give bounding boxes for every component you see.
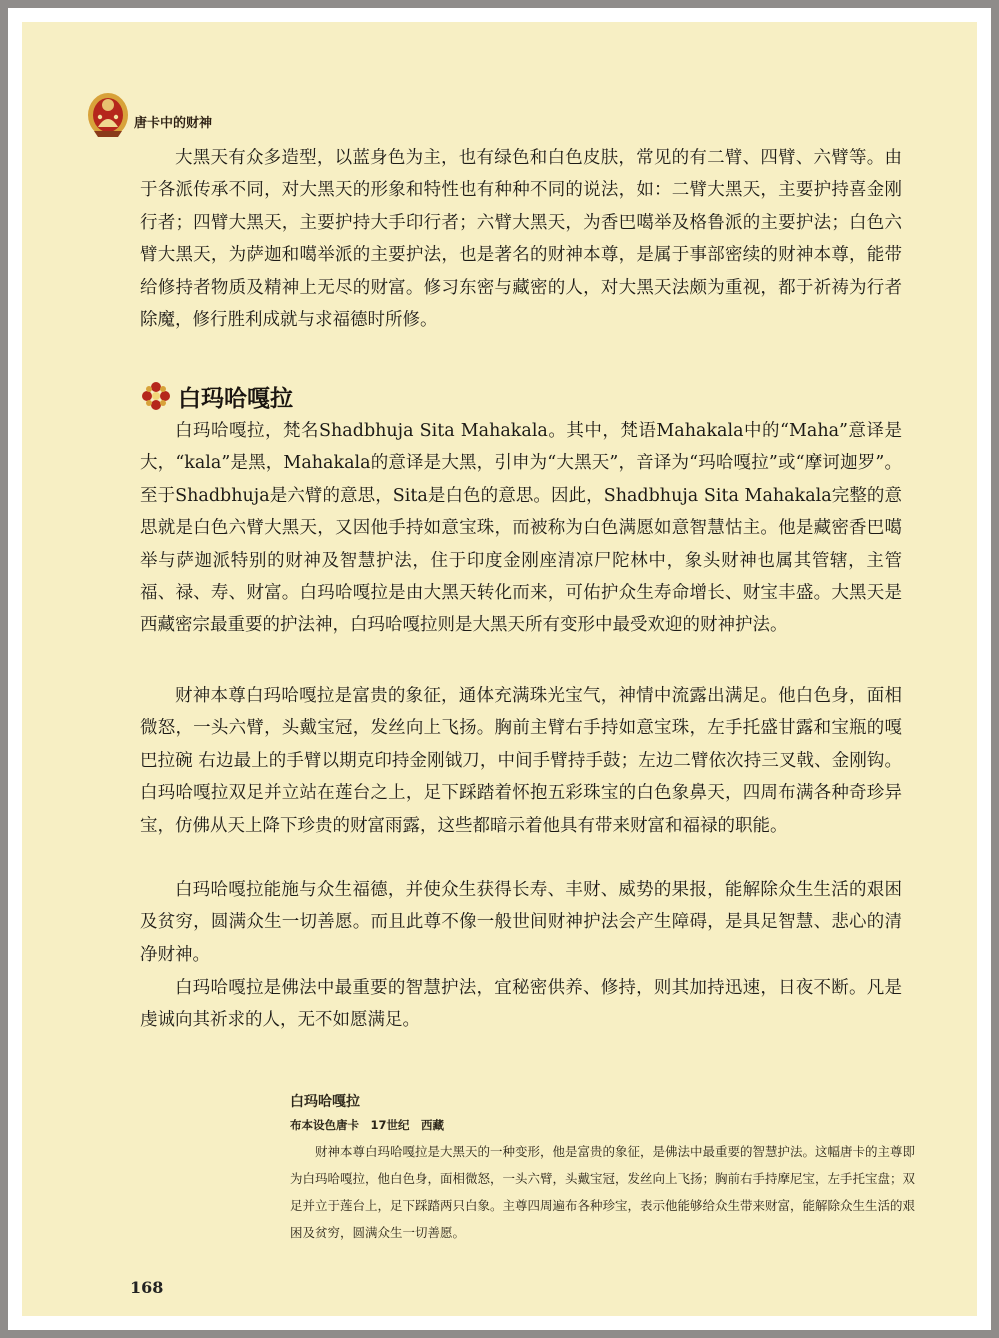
page-frame (8, 8, 991, 1330)
caption-title: 白玛哈嘎拉 (290, 1094, 360, 1110)
section-title: 白玛哈嘎拉 (178, 385, 293, 412)
body-paragraph: 白玛哈嘎拉是佛法中最重要的智慧护法，宜秘密供养、修持，则其加持迅速，日夜不断。凡是虔诚向其祈求的人，无不如愿满足。 (140, 978, 902, 1031)
flower-bullet-icon (140, 380, 172, 412)
body-paragraph: 白玛哈嘎拉，梵名Shadbhuja Sita Mahakala。其中，梵语Mahakala中的“Maha”意译是大，“kala”是黑，Mahakala的意译是大黑，引申为“大黑天”，音译为“玛哈嘎拉”或“摩诃迦罗”。至于Shadbhuja是六臂的意思，Sita是白色的意思。因此，Shadbhuja Sita Mahakala完整的意思就是白色六臂大黑天，又因他手持如意宝珠，而被称为白色满愿如意智慧怙主。他是藏密香巴噶举与萨迦派特别的财神及智慧护法，住于印度金刚座清凉尸陀林中，象头财神也属其管辖，主管福、禄、寿、财富。白玛哈嘎拉是由大黑天转化而来，可佑护众生寿命增长、财宝丰盛。大黑天是西藏密宗最重要的护法神，白玛哈嘎拉则是大黑天所有变形中最受欢迎的财神护法。 (140, 421, 902, 636)
deity-thumbnail-icon (86, 87, 130, 139)
running-header (86, 86, 212, 140)
page-number: 168 (130, 1278, 164, 1297)
caption-subtitle: 布本设色唐卡 17世纪 西藏 (290, 1118, 445, 1132)
image-caption (290, 1090, 930, 1246)
book-page (22, 22, 977, 1316)
body-paragraph: 白玛哈嘎拉能施与众生福德，并使众生获得长寿、丰财、威势的果报，能解除众生生活的艰困及贫穷，圆满众生一切善愿。而且此尊不像一般世间财神护法会产生障碍，是具足智慧、悲心的清净财神。 (140, 880, 902, 965)
section-heading (140, 378, 293, 414)
running-header-title: 唐卡中的财神 (134, 115, 213, 131)
intro-paragraph: 大黑天有众多造型，以蓝身色为主，也有绿色和白色皮肤，常见的有二臂、四臂、六臂等。由于各派传承不同，对大黑天的形象和特性也有种种不同的说法，如：二臂大黑天，主要护持喜金刚行者；四臂大黑天，主要护持大手印行者；六臂大黑天，为香巴噶举及格鲁派的主要护法；白色六臂大黑天，为萨迦和噶举派的主要护法，也是著名的财神本尊，是属于事部密续的财神本尊，能带给修持者物质及精神上无尽的财富。修习东密与藏密的人，对大黑天法颇为重视，都于祈祷为行者除魔，修行胜利成就与求福德时所修。 (140, 148, 902, 331)
body-paragraph: 财神本尊白玛哈嘎拉是富贵的象征，通体充满珠光宝气，神情中流露出满足。他白色身，面相微怒，一头六臂，头戴宝冠，发丝向上飞扬。胸前主臂右手持如意宝珠，左手托盛甘露和宝瓶的嘎巴拉碗 右边最上的手臂以期克印持金刚钺刀，中间手臂持手鼓；左边二臂依次持三叉戟、金刚钩。白玛哈嘎拉双足并立站在莲台之上，足下踩踏着怀抱五彩珠宝的白色象鼻天，四周布满各种奇珍异宝，仿佛从天上降下珍贵的财富雨露，这些都暗示着他具有带来财富和福禄的职能。 (140, 686, 902, 836)
caption-body: 财神本尊白玛哈嘎拉是大黑天的一种变形，他是富贵的象征，是佛法中最重要的智慧护法。这幅唐卡的主尊即为白玛哈嘎拉，他白色身，面相微怒，一头六臂，头戴宝冠，发丝向上飞扬；胸前右手持摩尼宝，左手托宝盘；双足并立于莲台上，足下踩踏两只白象。主尊四周遍布各种珍宝，表示他能够给众生带来财富，能解除众生生活的艰困及贫穷，圆满众生一切善愿。 (290, 1144, 916, 1240)
